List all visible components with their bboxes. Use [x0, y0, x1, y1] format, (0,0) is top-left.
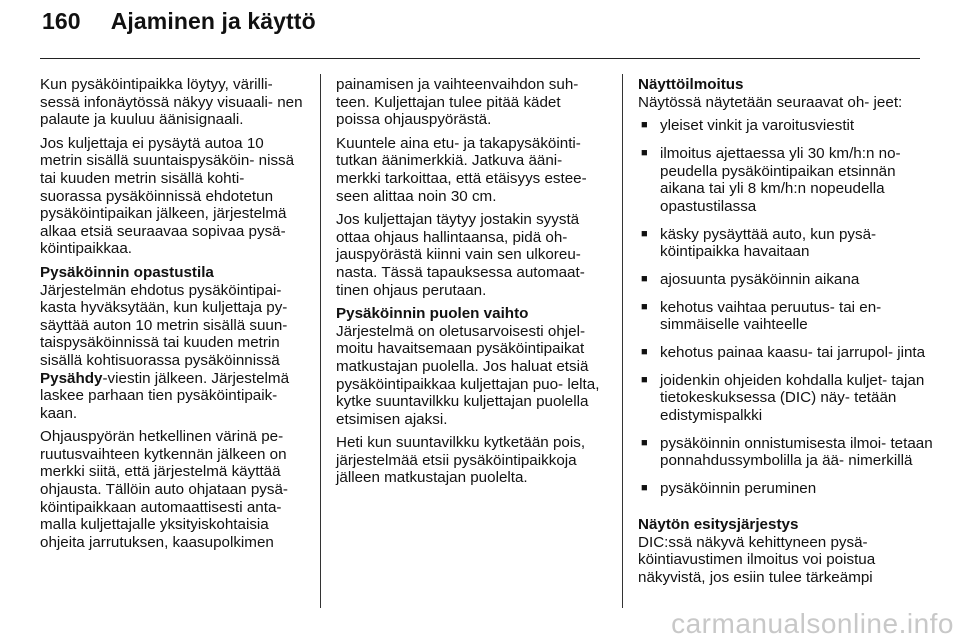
column-2	[336, 76, 604, 493]
list-item	[638, 480, 934, 498]
paragraph: Kun pysäköintipaikka löytyy, värilli- sessä infonäytössä näkyy visuaali- nen palaute ja kuuluu äänisignaali.	[40, 76, 303, 129]
page-header	[42, 8, 316, 48]
section-heading: Näytön esitysjärjestys	[638, 515, 799, 533]
column-divider	[320, 74, 321, 608]
bullet-icon: ■	[641, 300, 648, 313]
list-item	[638, 372, 934, 425]
list-item-text: joidenkin ohjeiden kohdalla kuljet- tajan tietokeskuksessa (DIC) näy- tetään edistymispalkki	[660, 371, 925, 425]
paragraph: Kuuntele aina etu- ja takapysäköinti- tutkan äänimerkkiä. Jatkuva ääni- merkki tarkoittaa, että etäisyys estee- seen alittaa noin 30 cm.	[336, 134, 587, 205]
page-number: 160	[42, 8, 81, 34]
bullet-icon: ■	[641, 146, 648, 159]
list-item	[638, 271, 934, 289]
list-item-text: käsky pysäyttää auto, kun pysä- köintipaikka havaitaan	[660, 225, 877, 261]
header-rule	[40, 58, 920, 59]
column-1	[40, 76, 308, 557]
paragraph: Näytössä näytetään seuraavat oh- jeet:	[638, 93, 903, 111]
bullet-icon: ■	[641, 373, 648, 386]
bold-term: Pysähdy	[40, 369, 103, 387]
bullet-icon: ■	[641, 272, 648, 285]
list-item	[638, 299, 934, 334]
paragraph: Järjestelmä on oletusarvoisesti ohjel- moitu havaitsemaan pysäköintipaikat matkustajan puolella. Jos haluat etsiä pysäköintipaikkaa kuljettajan puo- lelta, kytke suuntavilkku kuljettajan puolella etsimisen ajaksi.	[336, 322, 600, 428]
bullet-list	[638, 117, 934, 498]
list-item	[638, 117, 934, 135]
chapter-title: Ajaminen ja käyttö	[110, 8, 316, 34]
column-divider	[622, 74, 623, 608]
text-span: Järjestelmän ehdotus pysäköintipai- kasta hyväksytään, kun kuljettaja py- säyttää auton 10 metrin sisällä suun- taispysäköinnissä tai kuuden metrin sisällä kohtisuorassa pysäköinnissä	[40, 281, 288, 369]
list-item-text: pysäköinnin onnistumisesta ilmoi- tetaan ponnahdussymbolilla ja ää- nimerkillä	[660, 434, 933, 470]
list-item-text: kehotus vaihtaa peruutus- tai en- simmäiselle vaihteelle	[660, 298, 882, 334]
list-item	[638, 226, 934, 261]
section-heading: Pysäköinnin opastustila	[40, 263, 214, 281]
column-3	[638, 76, 934, 592]
paragraph: Ohjauspyörän hetkellinen värinä pe- ruutusvaihteen kytkennän jälkeen on merkki siitä, että järjestelmä käyttää ohjausta. Tällöin auto ohjataan pysä- köintipaikkaan automaattisesti anta- malla kuljettajalle yksityiskohtaisia ohjeita jarrutuksen, kaasupolkimen	[40, 428, 288, 551]
list-item-text: yleiset vinkit ja varoitusviestit	[660, 117, 855, 135]
bullet-icon: ■	[641, 227, 648, 240]
paragraph: Jos kuljettaja ei pysäytä autoa 10 metrin sisällä suuntaispysäköin- nissä tai kuuden metrin sisällä kohti- suorassa pysäköinnissä ehdotetun pysäköintipaikan jälkeen, järjestelmä alkaa etsiä seuraavaa sopivaa pysä- köintipaikkaa.	[40, 134, 295, 258]
list-item-text: pysäköinnin peruminen	[660, 480, 817, 498]
paragraph: painamisen ja vaihteenvaihdon suh- teen. Kuljettajan tulee pitää kädet poissa ohjauspyörästä.	[336, 76, 579, 129]
bullet-icon: ■	[641, 119, 648, 132]
list-item-text: ilmoitus ajettaessa yli 30 km/h:n no- peudella pysäköintipaikan etsinnän aikana tai yli 8 km/h:n nopeudella opastustilassa	[660, 144, 901, 215]
paragraph: Jos kuljettajan täytyy jostakin syystä ottaa ohjaus hallintaansa, pidä oh- jauspyörästä kiinni vain sen ulkoreu- nasta. Tässä tapauksessa automaat- tinen ohjaus perutaan.	[336, 211, 585, 299]
section-heading: Näyttöilmoitus	[638, 76, 744, 93]
list-item-text: kehotus painaa kaasu- tai jarrupol- jinta	[660, 344, 926, 362]
section-heading: Pysäköinnin puolen vaihto	[336, 305, 529, 323]
bullet-icon: ■	[641, 346, 648, 359]
list-item-text: ajosuunta pysäköinnin aikana	[660, 270, 860, 288]
watermark: carmanualsonline.info	[671, 608, 954, 639]
spacer	[638, 508, 934, 516]
list-item	[638, 435, 934, 470]
list-item	[638, 145, 934, 215]
text-span: -viestin jälkeen. Järjestelmä laskee parhaan tien pysäköintipaik- kaan.	[40, 369, 290, 422]
paragraph: Heti kun suuntavilkku kytketään pois, järjestelmää etsii pysäköintipaikkoja jälleen matkustajan puolelta.	[336, 434, 586, 487]
paragraph: DIC:ssä näkyvä kehittyneen pysä- köintiavustimen ilmoitus voi poistua näkyvistä, jos esiin tulee tärkeämpi	[638, 533, 876, 586]
list-item	[638, 344, 934, 362]
bullet-icon: ■	[641, 436, 648, 449]
paragraph	[40, 282, 308, 423]
bullet-icon: ■	[641, 482, 648, 495]
